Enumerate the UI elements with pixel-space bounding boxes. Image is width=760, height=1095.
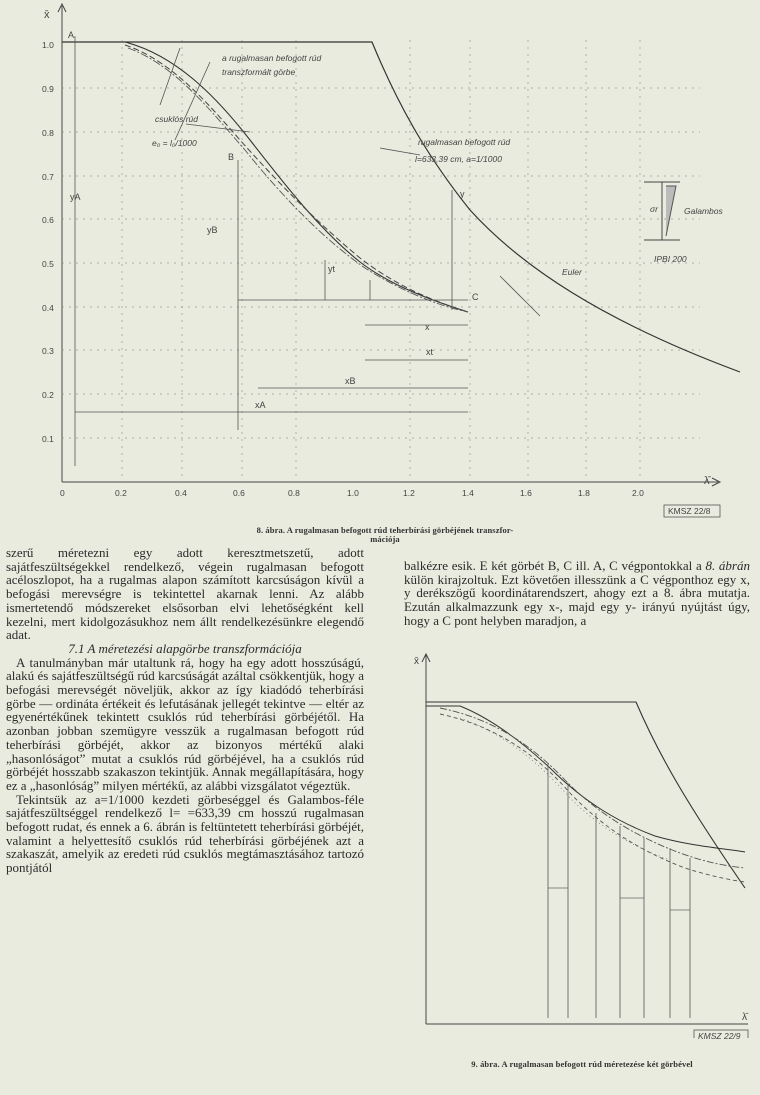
transformed-curve <box>128 48 468 312</box>
x-tick: 0.6 <box>233 488 245 498</box>
label-euler: Euler <box>562 267 582 277</box>
label-xb: xB <box>345 376 356 386</box>
fig9-euler-curve <box>426 702 745 888</box>
left-paragraph-2: A tanulmányban már utaltunk rá, hogy ha egy adott hosszúságú, alakú és sajátfeszültségű rúd karcsúságát azáltal csökkentjük, hogy a befogási merevségét növeljük, akkor az így kiadódó teherbírási görbe — ordináta értékeit és lefutásának jellegét tekintve — eltér az egyenértékűnek tekintett csuklós rúd teherbírási görbéjétől. Ha azonban jobban szemügyre vesszük a rugalmasan befogott rúd teherbírási görbéjét, akkor az bizonyos mértékű alaki „hasonlóságot” mutat a csuklós rúd görbéjével, ha a csuklós rúd görbéjét hosszabb szakaszon tekintjük. Annak megállapítására, hogy ez a „hasonlóság” milyen mértékű, az alábbi vizsgálatot végeztük. <box>6 654 364 793</box>
y-tick: 0.4 <box>42 303 54 313</box>
y-tick: 0.2 <box>42 390 54 400</box>
figure-9 <box>400 648 760 1038</box>
label-ya: yA <box>70 192 81 202</box>
fig9-x-axis-label: λ̄ <box>742 1012 747 1023</box>
label-sigma: σr <box>650 204 658 214</box>
befogott-curve <box>125 45 468 312</box>
label-xa: xA <box>255 400 266 410</box>
right-paragraph-1 <box>404 559 750 628</box>
left-column <box>6 546 364 875</box>
point-a: A <box>68 30 75 40</box>
y-tick: 0.5 <box>42 259 54 269</box>
stamp-text: KMSZ 22/8 <box>668 506 711 516</box>
x-tick: 1.4 <box>462 488 474 498</box>
right-text-b: külön kirajzoltuk. Ezt követően illesszünk a C végponthoz egy x, y derékszögű koordinátarendszert, ahogy ezt a 8. ábra mutatja. Ezután alkalmazzunk egy x-, majd egy y- irányú nyújtást úgy, hogy a C pont helyben maradjon, a <box>404 571 750 628</box>
left-paragraph-3: Tekintsük az a=1/1000 kezdeti görbeséggel és Galambos-féle sajátfeszültséggel rendelkező l= =633,39 cm hosszú rugalmasan befogott rudat, és ennek a 6. ábrán is feltüntetett teherbírási görbéjét, valamint a helyettesítő csuklós rúd teherbírási görbéjének azt a szakaszát, amelyik az eredeti rúd csuklós megtámasztásához tartozó pontjától <box>6 791 364 876</box>
label-e0: e₀ = l₀/1000 <box>152 138 197 148</box>
label-ipbi: IPBI 200 <box>654 254 687 264</box>
figure-ref: 8. ábrán <box>705 558 750 573</box>
x-tick: 1.6 <box>520 488 532 498</box>
label-rugalmas: rugalmasan befogott rúd <box>418 137 511 147</box>
y-tick: 0.6 <box>42 215 54 225</box>
x-tick: 1.2 <box>403 488 415 498</box>
csuklos-curve <box>62 42 468 312</box>
caption-line-2: mációja <box>370 534 400 544</box>
figure-9-caption: 9. ábra. A rugalmasan befogott rúd méretezése két görbével <box>471 1059 693 1069</box>
x-tick: 1.8 <box>578 488 590 498</box>
left-paragraph-1: szerű méretezni egy adott keresztmetszetű, adott sajátfeszültségekkel rendelkező, végein rugalmasan befogott acéloszlopot, ha a rugalmas alapon számított karcsúságon kívül a befogási merevségre is tekintettel akarnak lenni. Az alább ismertetendő módszereket elsősorban elvi lehetőségként kell kezelni, mert kidolgozásukhoz nem állt rendelkezésünkre elegendő adat. <box>6 545 364 643</box>
right-text-a: balkézre esik. E két görbét B, C ill. A, C végpontokkal a <box>404 558 706 573</box>
x-tick: 1.0 <box>347 488 359 498</box>
y-tick: 0.7 <box>42 172 54 182</box>
y-axis-label: x̄ <box>44 9 50 21</box>
label-befogott-top: a rugalmasan befogott rúd <box>222 53 322 63</box>
fig9-dashdot-curve <box>440 708 745 868</box>
y-tick: 0.3 <box>42 346 54 356</box>
label-yt: yt <box>328 264 336 274</box>
euler-curve <box>62 42 740 372</box>
x-tick: 2.0 <box>632 488 644 498</box>
gridlines <box>62 40 700 482</box>
y-tick: 0.8 <box>42 128 54 138</box>
point-c: C <box>472 292 479 302</box>
y-tick: 0.1 <box>42 434 54 444</box>
x-tick: 0.2 <box>115 488 127 498</box>
figure-8-caption <box>150 526 620 544</box>
label-yb: yB <box>207 225 218 235</box>
fig9-main-curve <box>426 706 745 852</box>
fig9-stamp: KMSZ 22/9 <box>698 1031 741 1041</box>
point-b: B <box>228 152 235 162</box>
label-y: y <box>460 189 465 199</box>
fig9-dotted-curve <box>460 718 670 860</box>
figure-8 <box>0 0 760 520</box>
x-axis-label: λ̄ <box>704 475 710 487</box>
y-tick: 1.0 <box>42 40 54 50</box>
y-tick: 0.9 <box>42 84 54 94</box>
fig9-y-axis-label: x̄ <box>414 656 419 667</box>
right-column <box>404 559 750 628</box>
label-csuklos: csuklós rúd <box>155 114 198 124</box>
x-tick: 0.4 <box>175 488 187 498</box>
label-xt: xt <box>426 347 434 357</box>
x-tick: 0.8 <box>288 488 300 498</box>
label-transzf: transzformált görbe <box>222 67 296 77</box>
caption-line-1: 8. ábra. A rugalmasan befogott rúd teherbírási görbéjének transzfor- <box>256 525 514 535</box>
label-l-a: l=633,39 cm, a=1/1000 <box>415 154 502 164</box>
x-tick: 0 <box>60 488 65 498</box>
label-x: x <box>425 322 430 332</box>
fig9-dashed-curve <box>440 714 745 882</box>
section-title: 7.1 A méretezési alapgörbe transzformációja <box>68 640 302 656</box>
label-galambos: Galambos <box>684 206 723 216</box>
